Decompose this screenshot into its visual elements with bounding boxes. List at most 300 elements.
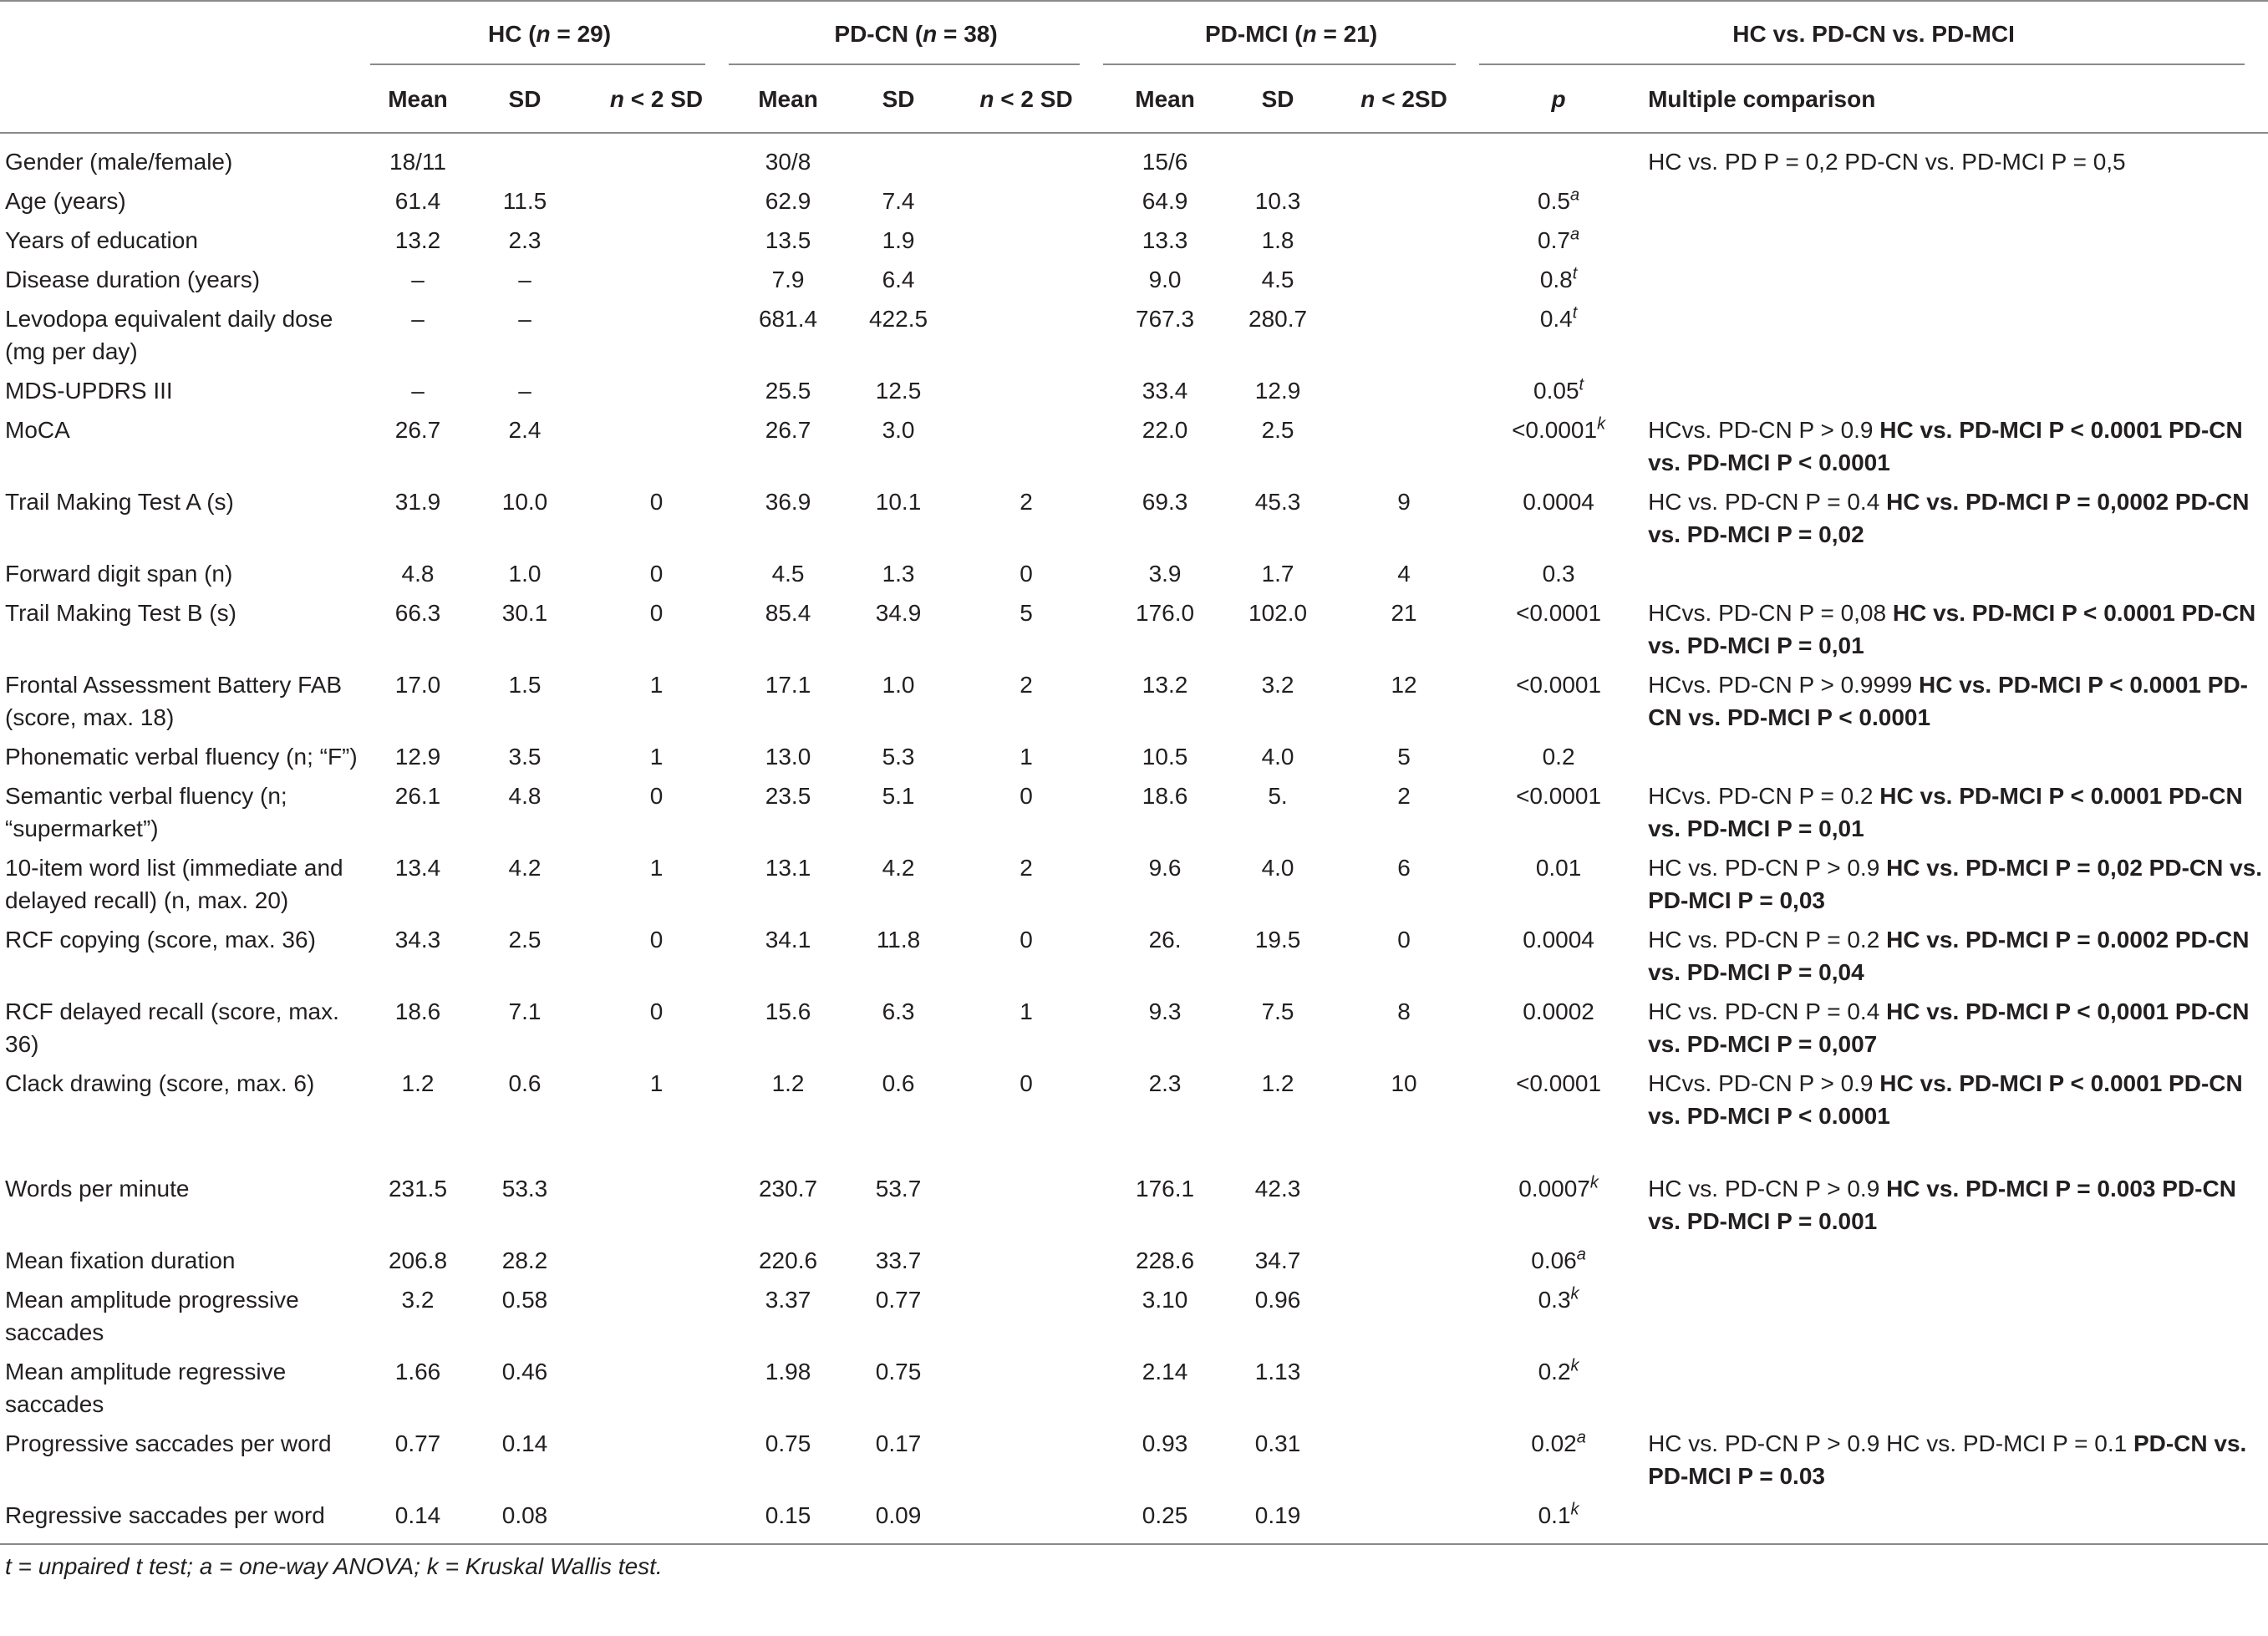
cell-sd-hc: – xyxy=(518,306,531,332)
cell-sd-pdmci: 280.7 xyxy=(1248,306,1308,332)
table-row xyxy=(0,371,2268,410)
cell-sd-hc: 2.5 xyxy=(508,927,542,953)
cell-n-pdcn: 2 xyxy=(1020,855,1033,881)
p-value: <0.0001 xyxy=(1516,783,1602,809)
comparison-plain: HC vs. PD-CN P = 0.4 xyxy=(1648,998,1887,1024)
cell-sd-pdmci: 5. xyxy=(1268,783,1288,809)
cell-n-hc xyxy=(584,1241,729,1280)
row-label: Levodopa equivalent daily dose (mg per day) xyxy=(5,306,333,364)
cell-mean-pdmci: 13.3 xyxy=(1142,227,1188,253)
cell-sd-pdcn: 6.4 xyxy=(882,267,915,292)
comparison-significant: HC vs. PD-MCI P = 0.0002 PD-CN vs. PD-MCI P = 0,04 xyxy=(1648,927,2250,985)
cell-sd-pdcn: 12.5 xyxy=(875,378,922,404)
table-row xyxy=(0,1352,2268,1424)
cell-multiple-comparison xyxy=(1638,1064,2268,1169)
cell-sd-hc: 0.46 xyxy=(501,1359,548,1385)
table-row xyxy=(0,920,2268,992)
table-row xyxy=(0,554,2268,593)
row-label: MDS-UPDRS III xyxy=(5,378,173,404)
col-mean-hc: Mean xyxy=(370,65,465,133)
row-label: Phonematic verbal fluency (n; “F”) xyxy=(5,744,358,770)
comparison-plain: HCvs. PD-CN P > 0.9 xyxy=(1648,1070,1880,1096)
cell-n-pdmci xyxy=(1329,1280,1479,1352)
cell-sd-hc: 0.08 xyxy=(465,1496,584,1544)
p-test-superscript: k xyxy=(1597,414,1606,434)
row-label: Trail Making Test A (s) xyxy=(5,489,234,515)
cell-sd-pdcn: 5.1 xyxy=(882,783,915,809)
cell-mean-hc: 26.1 xyxy=(394,783,441,809)
cell-mean-pdcn: 220.6 xyxy=(758,1247,818,1273)
p-test-superscript: k xyxy=(1570,1356,1579,1375)
cell-mean-hc: 31.9 xyxy=(394,489,441,515)
col-p: p xyxy=(1479,65,1638,133)
cell-n-pdmci: 9 xyxy=(1397,489,1411,515)
comparison-plain: HCvs. PD-CN P > 0.9 xyxy=(1648,417,1880,443)
cell-mean-hc: 4.8 xyxy=(401,561,435,587)
cell-mean-pdmci: 176.1 xyxy=(1136,1176,1195,1202)
cell-n-pdcn xyxy=(949,260,1103,299)
row-label: Disease duration (years) xyxy=(5,267,261,292)
p-test-superscript: k xyxy=(1589,1173,1599,1192)
cell-mean-hc: 61.4 xyxy=(394,188,441,214)
cell-mean-pdmci: 2.14 xyxy=(1142,1359,1188,1385)
cell-mean-hc: 1.2 xyxy=(401,1070,435,1096)
table-row xyxy=(0,992,2268,1064)
cell-sd-pdcn: 422.5 xyxy=(868,306,928,332)
cell-p xyxy=(1479,371,1638,410)
cell-mean-pdcn: 13.1 xyxy=(765,855,811,881)
cell-n-pdcn xyxy=(949,133,1103,181)
p-value: 0.05 xyxy=(1533,378,1579,404)
cell-mean-pdmci: 2.3 xyxy=(1148,1070,1182,1096)
cell-sd-pdcn: 0.17 xyxy=(875,1430,922,1456)
cell-sd-pdcn: 3.0 xyxy=(882,417,915,443)
cell-sd-pdcn: 4.2 xyxy=(882,855,915,881)
cell-n-pdcn xyxy=(949,1424,1103,1496)
p-value: <0.0001 xyxy=(1516,672,1602,698)
cell-mean-pdmci: 69.3 xyxy=(1142,489,1188,515)
cell-mean-hc: – xyxy=(411,378,425,404)
cell-mean-pdcn: 13.5 xyxy=(765,227,811,253)
cell-mean-pdcn: 4.5 xyxy=(771,561,805,587)
cell-sd-hc: – xyxy=(518,378,531,404)
cell-mean-pdmci: 10.5 xyxy=(1142,744,1188,770)
cell-mean-hc: 18/11 xyxy=(389,149,446,175)
cell-mean-pdcn: 36.9 xyxy=(765,489,811,515)
col-multiple-comparison: Multiple comparison xyxy=(1638,65,2268,133)
p-value: <0.0001 xyxy=(1516,1070,1602,1096)
cell-sd-hc: 10.0 xyxy=(501,489,548,515)
cell-n-hc: 1 xyxy=(649,1070,664,1096)
p-value: 0.8 xyxy=(1539,267,1573,292)
p-value: 0.7 xyxy=(1538,227,1570,253)
cell-n-hc: 0 xyxy=(649,927,664,953)
cell-mean-pdcn: 23.5 xyxy=(765,783,811,809)
p-test-superscript: k xyxy=(1570,1500,1579,1519)
cell-multiple-comparison: HC vs. PD P = 0,2 PD-CN vs. PD-MCI P = 0,5 xyxy=(1648,149,2126,175)
cell-multiple-comparison xyxy=(1638,1169,2268,1241)
cell-multiple-comparison xyxy=(1638,1352,2268,1424)
cell-sd-pdmci: 0.31 xyxy=(1254,1430,1301,1456)
cell-n-pdmci: 8 xyxy=(1397,998,1411,1024)
cell-sd-pdmci: 4.0 xyxy=(1261,744,1294,770)
table-row xyxy=(0,593,2268,665)
cell-n-hc: 0 xyxy=(649,561,664,587)
comparison-significant: HC vs. PD-MCI P < 0.0001 PD-CN vs. PD-MCI P = 0,01 xyxy=(1648,783,2243,841)
p-test-superscript: k xyxy=(1570,1284,1579,1303)
p-value: 0.2 xyxy=(1542,744,1575,770)
cell-p xyxy=(1479,410,1638,482)
cell-n-hc: 0 xyxy=(649,783,664,809)
row-label: Frontal Assessment Battery FAB (score, max. 18) xyxy=(5,672,343,730)
cell-sd-pdmci: 34.7 xyxy=(1254,1247,1301,1273)
cell-sd-pdcn xyxy=(847,133,949,181)
cell-mean-hc: 17.0 xyxy=(394,672,441,698)
cell-n-pdmci: 10 xyxy=(1391,1070,1417,1096)
cell-p xyxy=(1479,1496,1638,1544)
cell-multiple-comparison xyxy=(1638,554,2268,593)
cell-mean-pdmci: 3.9 xyxy=(1148,561,1182,587)
table-row xyxy=(0,1424,2268,1496)
footnote: t = unpaired t test; a = one-way ANOVA; k = Kruskal Wallis test. xyxy=(5,1553,663,1579)
cell-n-pdcn: 0 xyxy=(1020,927,1033,953)
row-label: Years of education xyxy=(5,227,198,253)
cell-multiple-comparison xyxy=(1638,482,2268,554)
p-value: 0.4 xyxy=(1539,306,1573,332)
cell-n-hc: 1 xyxy=(649,672,664,698)
p-value: 0.01 xyxy=(1535,855,1582,881)
row-label: Trail Making Test B (s) xyxy=(5,600,236,626)
p-test-superscript: a xyxy=(1576,1428,1586,1447)
cell-n-hc: 0 xyxy=(649,998,664,1024)
row-label: Gender (male/female) xyxy=(5,149,233,175)
cell-n-pdmci xyxy=(1329,1169,1479,1241)
cell-mean-pdmci: 3.10 xyxy=(1142,1287,1188,1313)
empty-subheader xyxy=(0,65,370,133)
col-n-pdcn: n < 2 SD xyxy=(949,65,1103,133)
cell-sd-pdmci: 3.2 xyxy=(1261,672,1294,698)
cell-sd-hc: 0.58 xyxy=(501,1287,548,1313)
p-test-superscript: t xyxy=(1572,303,1578,323)
cell-mean-pdcn: 3.37 xyxy=(765,1287,811,1313)
cell-sd-hc: 1.5 xyxy=(508,672,542,698)
cell-mean-pdmci: 26. xyxy=(1148,927,1182,953)
cell-sd-pdcn: 33.7 xyxy=(875,1247,922,1273)
cell-sd-hc: 4.8 xyxy=(508,783,542,809)
cell-mean-hc: 0.77 xyxy=(394,1430,441,1456)
cell-sd-hc: 28.2 xyxy=(501,1247,548,1273)
cell-mean-hc: 206.8 xyxy=(388,1247,448,1273)
cell-n-pdcn: 0 xyxy=(1020,1070,1033,1096)
comparison-plain: HCvs. PD-CN P > 0.9999 xyxy=(1648,672,1920,698)
cell-mean-pdcn: 15.6 xyxy=(765,998,811,1024)
cell-sd-pdcn: 0.6 xyxy=(882,1070,915,1096)
cell-p xyxy=(1479,1280,1638,1352)
p-value: 0.06 xyxy=(1531,1247,1577,1273)
cell-n-pdmci: 4 xyxy=(1397,561,1411,587)
cell-n-pdmci: 21 xyxy=(1391,600,1417,626)
cell-sd-hc: 3.5 xyxy=(508,744,542,770)
cell-sd-hc: 2.3 xyxy=(508,227,542,253)
cell-p xyxy=(1479,665,1638,737)
group-header-pdcn: PD-CN (n = 38) xyxy=(729,1,1103,65)
empty-header xyxy=(0,1,370,65)
table-row xyxy=(0,221,2268,260)
cell-sd-pdmci: 1.8 xyxy=(1261,227,1294,253)
p-value: <0.0001 xyxy=(1512,417,1598,443)
group-header-row xyxy=(0,1,2268,65)
cell-sd-pdcn: 0.09 xyxy=(847,1496,949,1544)
cell-p xyxy=(1479,737,1638,776)
cell-multiple-comparison xyxy=(1638,848,2268,920)
comparison-plain: HCvs. PD-CN P = 0.2 xyxy=(1648,783,1880,809)
cell-p xyxy=(1479,482,1638,554)
cell-sd-pdcn: 53.7 xyxy=(875,1176,922,1202)
row-label: Mean amplitude progressive saccades xyxy=(5,1287,299,1345)
cell-n-pdcn: 5 xyxy=(1020,600,1033,626)
col-mean-pdcn: Mean xyxy=(729,65,847,133)
cell-n-pdcn xyxy=(949,371,1103,410)
cell-mean-pdcn: 0.75 xyxy=(765,1430,811,1456)
cell-mean-hc: – xyxy=(411,267,425,292)
cell-sd-pdcn: 0.75 xyxy=(875,1359,922,1385)
cell-n-pdmci: 12 xyxy=(1391,672,1417,698)
cell-n-pdcn: 1 xyxy=(1020,998,1033,1024)
group-header-hc: HC (n = 29) xyxy=(370,1,729,65)
cell-mean-pdcn: 34.1 xyxy=(765,927,811,953)
cell-mean-pdmci: 13.2 xyxy=(1142,672,1188,698)
comparison-plain: HC vs. PD-CN P > 0.9 xyxy=(1648,1176,1887,1202)
col-n-pdmci: n < 2SD xyxy=(1329,65,1479,133)
cell-mean-pdmci: 22.0 xyxy=(1142,417,1188,443)
p-value: 0.5 xyxy=(1538,188,1570,214)
cell-p xyxy=(1479,1169,1638,1241)
cell-multiple-comparison xyxy=(1638,992,2268,1064)
cell-multiple-comparison xyxy=(1638,221,2268,260)
p-test-superscript: a xyxy=(1569,225,1580,244)
cell-sd-pdmci: 42.3 xyxy=(1254,1176,1301,1202)
p-test-superscript: t xyxy=(1579,375,1584,394)
cell-multiple-comparison xyxy=(1638,593,2268,665)
row-label: Mean fixation duration xyxy=(5,1247,236,1273)
cell-mean-pdmci: 228.6 xyxy=(1136,1247,1195,1273)
cell-p xyxy=(1479,554,1638,593)
cell-mean-pdcn: 25.5 xyxy=(765,378,811,404)
comparison-significant: HC vs. PD-MCI P < 0.0001 PD-CN vs. PD-MCI P < 0.0001 xyxy=(1648,672,2248,730)
cell-n-hc xyxy=(584,221,729,260)
table-row xyxy=(0,1169,2268,1241)
cell-n-pdcn xyxy=(949,299,1103,371)
row-label: Clack drawing (score, max. 6) xyxy=(5,1070,315,1096)
comparison-significant: PD-CN vs. PD-MCI P = 0.03 xyxy=(1648,1430,2247,1489)
p-test-superscript: t xyxy=(1572,264,1578,283)
cell-n-pdmci: 5 xyxy=(1397,744,1411,770)
cell-multiple-comparison xyxy=(1638,410,2268,482)
cell-sd-pdmci: 19.5 xyxy=(1254,927,1301,953)
table-row xyxy=(0,299,2268,371)
cell-sd-pdmci: 2.5 xyxy=(1261,417,1294,443)
cell-sd-pdcn: 1.0 xyxy=(882,672,915,698)
p-test-superscript: a xyxy=(1576,1245,1586,1264)
cell-sd-pdmci xyxy=(1227,133,1329,181)
cell-multiple-comparison xyxy=(1638,737,2268,776)
cell-p xyxy=(1479,1352,1638,1424)
cell-sd-pdmci: 1.7 xyxy=(1261,561,1294,587)
cell-p xyxy=(1479,593,1638,665)
cell-n-pdcn: 2 xyxy=(1020,489,1033,515)
cell-sd-hc: 1.0 xyxy=(508,561,542,587)
comparison-significant: HC vs. PD-MCI P < 0.0001 PD-CN vs. PD-MCI P < 0.0001 xyxy=(1648,417,2243,475)
cell-sd-pdcn: 34.9 xyxy=(875,600,922,626)
col-n-hc: n < 2 SD xyxy=(584,65,729,133)
p-test-superscript: a xyxy=(1569,185,1580,205)
cell-sd-pdmci: 0.96 xyxy=(1254,1287,1301,1313)
sub-header-row xyxy=(0,65,2268,133)
cell-sd-pdmci: 12.9 xyxy=(1254,378,1301,404)
cell-mean-pdcn: 85.4 xyxy=(765,600,811,626)
table-row xyxy=(0,133,2268,181)
cell-n-hc xyxy=(584,1424,729,1496)
col-mean-pdmci: Mean xyxy=(1103,65,1227,133)
row-label: RCF delayed recall (score, max. 36) xyxy=(5,998,339,1057)
cell-mean-pdmci: 9.6 xyxy=(1148,855,1182,881)
cell-p xyxy=(1479,299,1638,371)
cell-n-pdmci xyxy=(1329,260,1479,299)
cell-multiple-comparison xyxy=(1638,260,2268,299)
cell-sd-hc: 0.14 xyxy=(501,1430,548,1456)
p-value: 0.0004 xyxy=(1523,489,1594,515)
cell-mean-hc: 0.14 xyxy=(370,1496,465,1544)
cell-multiple-comparison xyxy=(1638,371,2268,410)
cell-p xyxy=(1479,221,1638,260)
cell-n-pdmci xyxy=(1329,1496,1479,1544)
cell-n-hc xyxy=(584,371,729,410)
comparison-plain: HC vs. PD-CN P > 0.9 HC vs. PD-MCI P = 0.1 xyxy=(1648,1430,2133,1456)
table-row xyxy=(0,1064,2268,1169)
cell-n-hc: 1 xyxy=(649,744,664,770)
row-label: Regressive saccades per word xyxy=(0,1496,370,1544)
table-row xyxy=(0,181,2268,221)
cell-mean-pdmci: 33.4 xyxy=(1142,378,1188,404)
cell-p xyxy=(1479,181,1638,221)
comparison-plain: HCvs. PD-CN P = 0,08 xyxy=(1648,600,1893,626)
cell-sd-hc xyxy=(465,133,584,181)
cell-n-hc: 0 xyxy=(649,600,664,626)
cell-mean-hc: 13.2 xyxy=(394,227,441,253)
cell-mean-hc: – xyxy=(411,306,425,332)
cell-mean-pdcn: 681.4 xyxy=(758,306,818,332)
row-label: Forward digit span (n) xyxy=(5,561,233,587)
cell-n-pdmci: 0 xyxy=(1397,927,1411,953)
cell-mean-hc: 3.2 xyxy=(401,1287,435,1313)
cell-mean-pdcn: 7.9 xyxy=(771,267,805,292)
group-header-pdmci: PD-MCI (n = 21) xyxy=(1103,1,1479,65)
cell-n-pdcn xyxy=(949,1352,1103,1424)
cell-mean-pdcn: 230.7 xyxy=(758,1176,818,1202)
cell-sd-hc: – xyxy=(518,267,531,292)
cell-mean-hc: 66.3 xyxy=(394,600,441,626)
cell-mean-pdmci: 0.25 xyxy=(1103,1496,1227,1544)
row-label: MoCA xyxy=(5,417,70,443)
table-row xyxy=(0,260,2268,299)
cell-mean-pdcn: 30/8 xyxy=(765,149,811,175)
cell-n-pdmci xyxy=(1329,181,1479,221)
comparison-plain: HC vs. PD-CN P > 0.9 xyxy=(1648,855,1887,881)
col-sd-hc: SD xyxy=(465,65,584,133)
table-row xyxy=(0,410,2268,482)
cell-p xyxy=(1479,1064,1638,1169)
cell-p xyxy=(1479,992,1638,1064)
cell-mean-pdcn: 0.15 xyxy=(729,1496,847,1544)
row-label: Progressive saccades per word xyxy=(5,1430,332,1456)
col-sd-pdmci: SD xyxy=(1227,65,1329,133)
cell-mean-pdcn: 1.98 xyxy=(765,1359,811,1385)
p-value: 0.3 xyxy=(1538,1287,1571,1313)
comparison-significant: HC vs. PD-MCI P < 0.0001 PD-CN vs. PD-MCI P < 0.0001 xyxy=(1648,1070,2243,1129)
cell-sd-hc: 2.4 xyxy=(508,417,542,443)
cell-sd-hc: 30.1 xyxy=(501,600,548,626)
cell-n-pdcn: 0 xyxy=(1020,783,1033,809)
p-value: 0.0002 xyxy=(1523,998,1594,1024)
p-value: 0.0007 xyxy=(1518,1176,1590,1202)
cell-mean-pdmci: 9.3 xyxy=(1148,998,1182,1024)
cell-n-pdmci xyxy=(1329,221,1479,260)
cell-sd-pdcn: 11.8 xyxy=(876,927,921,953)
cell-n-pdmci xyxy=(1329,299,1479,371)
cell-n-pdcn xyxy=(949,1241,1103,1280)
cell-multiple-comparison xyxy=(1638,1496,2268,1544)
cell-n-hc xyxy=(584,133,729,181)
cell-n-pdcn: 2 xyxy=(1020,672,1033,698)
comparison-significant: HC vs. PD-MCI P < 0.0001 PD-CN vs. PD-MCI P = 0,01 xyxy=(1648,600,2256,658)
cell-multiple-comparison xyxy=(1638,665,2268,737)
cell-n-pdcn xyxy=(949,181,1103,221)
table-row xyxy=(0,665,2268,737)
cell-mean-pdcn: 1.2 xyxy=(771,1070,805,1096)
cell-mean-hc: 18.6 xyxy=(394,998,441,1024)
comparison-significant: HC vs. PD-MCI P = 0.003 PD-CN vs. PD-MCI P = 0.001 xyxy=(1648,1176,2236,1234)
cell-sd-hc: 0.6 xyxy=(508,1070,542,1096)
comparison-significant: HC vs. PD-MCI P < 0,0001 PD-CN vs. PD-MCI P = 0,007 xyxy=(1648,998,2250,1057)
p-value: 0.0004 xyxy=(1523,927,1594,953)
cell-n-pdmci xyxy=(1329,371,1479,410)
cell-n-hc xyxy=(584,299,729,371)
cell-sd-pdmci: 102.0 xyxy=(1248,600,1308,626)
row-label: Semantic verbal fluency (n; “supermarket”) xyxy=(5,783,287,841)
cell-sd-pdmci: 4.5 xyxy=(1261,267,1294,292)
cell-p xyxy=(1479,1424,1638,1496)
cell-n-pdmci: 2 xyxy=(1397,783,1411,809)
cell-n-pdcn xyxy=(949,1169,1103,1241)
table-body xyxy=(0,133,2268,1544)
cell-mean-hc: 26.7 xyxy=(394,417,441,443)
cell-p xyxy=(1479,776,1638,848)
cell-sd-hc: 4.2 xyxy=(508,855,542,881)
cell-n-hc: 0 xyxy=(649,489,664,515)
row-label: Mean amplitude regressive saccades xyxy=(5,1359,287,1417)
cell-sd-hc: 11.5 xyxy=(502,188,547,214)
cell-multiple-comparison xyxy=(1638,299,2268,371)
p-value: 0.2 xyxy=(1538,1359,1571,1385)
cell-mean-pdcn: 17.1 xyxy=(765,672,811,698)
cell-sd-pdmci: 1.2 xyxy=(1261,1070,1294,1096)
cell-mean-pdcn: 62.9 xyxy=(765,188,811,214)
cell-sd-pdcn: 1.3 xyxy=(882,561,915,587)
row-label: 10-item word list (immediate and delayed recall) (n, max. 20) xyxy=(5,855,343,913)
cell-n-pdmci xyxy=(1329,1241,1479,1280)
group-header-comparison: HC vs. PD-CN vs. PD-MCI xyxy=(1479,1,2268,65)
cell-mean-pdmci: 15/6 xyxy=(1142,149,1188,175)
